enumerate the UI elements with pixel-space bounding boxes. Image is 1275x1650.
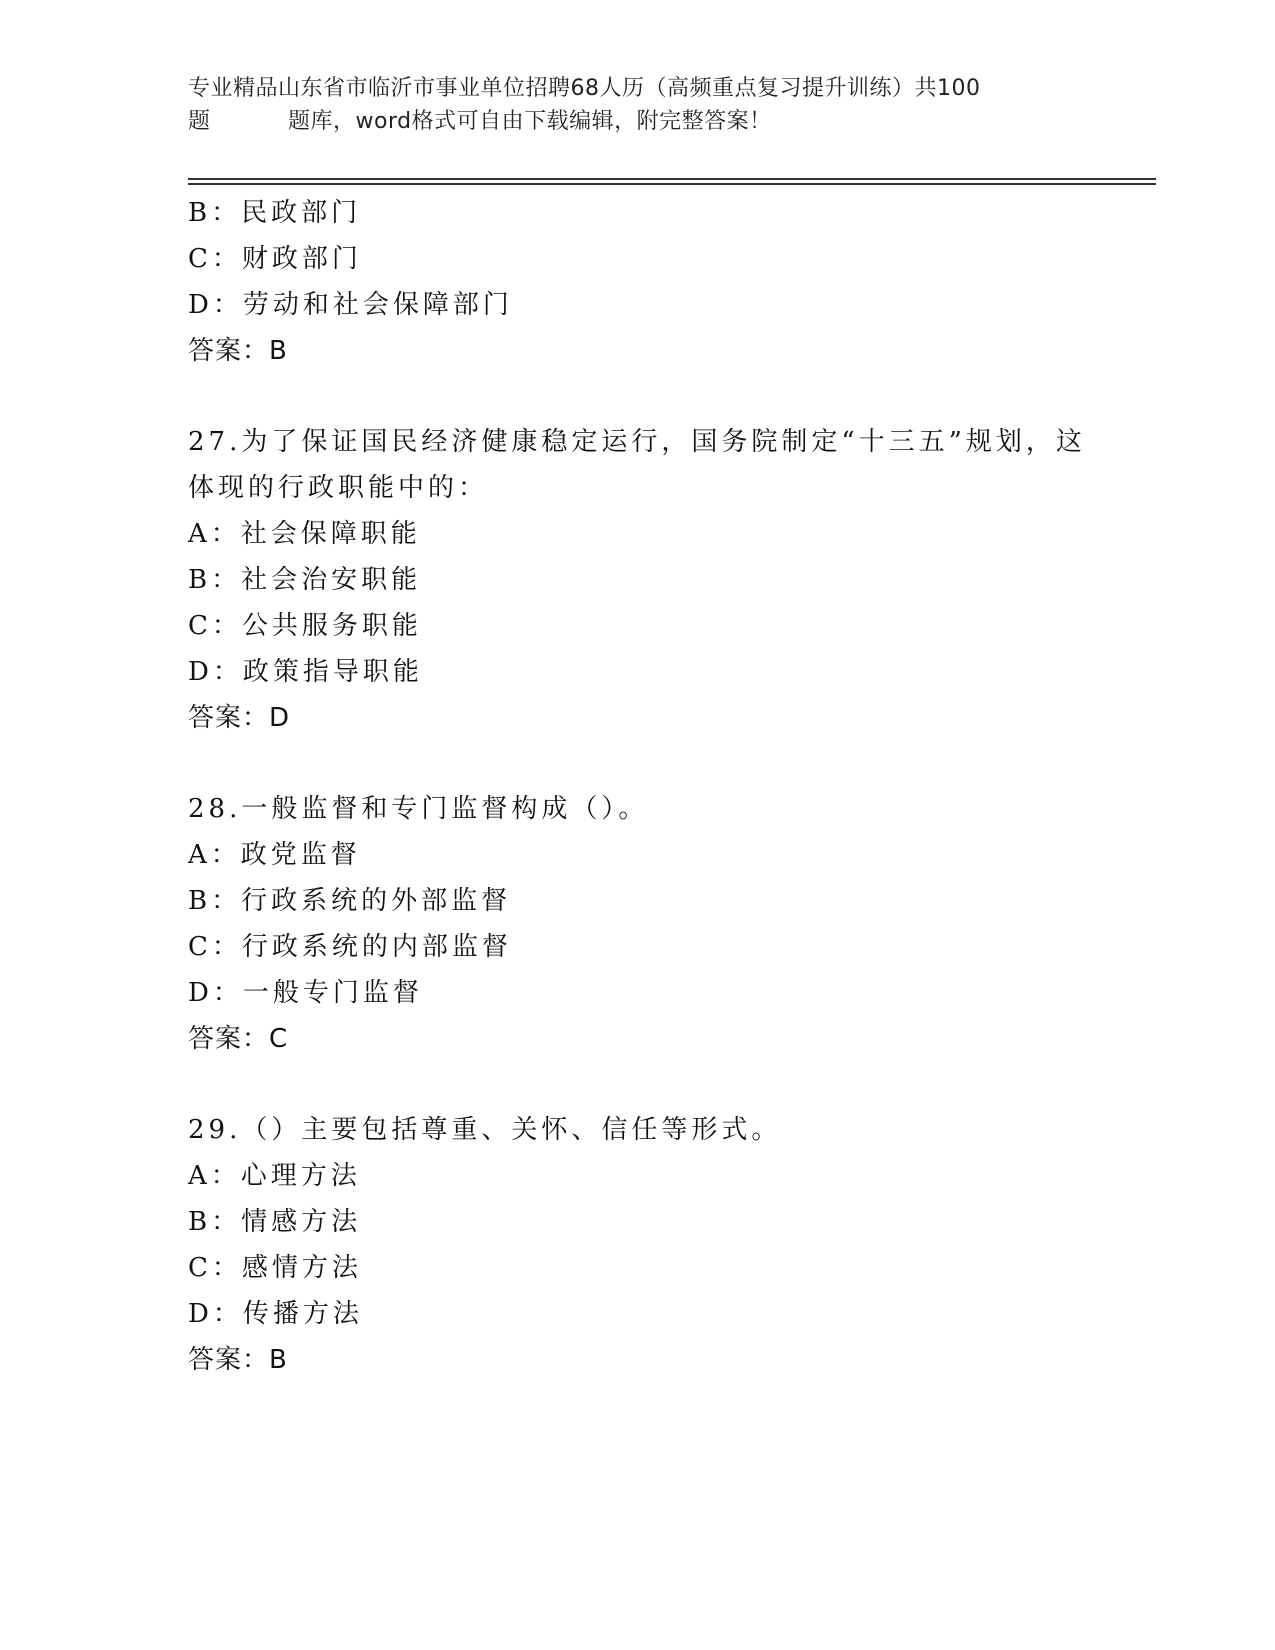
- option-c: C：公共服务职能: [188, 611, 422, 641]
- header-divider-top: [188, 178, 1156, 180]
- option-b: B：行政系统的外部监督: [188, 886, 512, 916]
- header-title-line-2: [188, 105, 1088, 138]
- option-d: D：劳动和社会保障部门: [188, 290, 513, 320]
- option-b: B：社会治安职能: [188, 565, 422, 595]
- option-c: C：行政系统的内部监督: [188, 932, 512, 962]
- header-divider-bottom: [188, 183, 1156, 185]
- answer: 答案：C: [188, 1024, 289, 1054]
- option-d: D：政策指导职能: [188, 657, 423, 687]
- spacer: [188, 741, 1088, 786]
- question-27: [188, 419, 1088, 741]
- header-title-line-2-end: 题库，word格式可自由下载编辑，附完整答案！: [288, 109, 772, 134]
- answer: 答案：B: [188, 336, 288, 366]
- option-a: A：政党监督: [188, 840, 361, 870]
- header-title-line-1: 专业精品山东省市临沂市事业单位招聘68人历（高频重点复习提升训练）共100: [188, 76, 981, 101]
- answer: 答案：B: [188, 1345, 288, 1375]
- option-b: B：情感方法: [188, 1207, 362, 1237]
- option-d: D：一般专门监督: [188, 978, 423, 1008]
- question-28: [188, 786, 1088, 1062]
- question-stem: 29.（）主要包括尊重、关怀、信任等形式。: [188, 1115, 782, 1145]
- question-29: [188, 1107, 1088, 1383]
- spacer: [188, 374, 1088, 419]
- spacer: [188, 1062, 1088, 1107]
- option-c: C：财政部门: [188, 244, 362, 274]
- option-b: B：民政部门: [188, 198, 362, 228]
- question-stem: 28.一般监督和专门监督构成（）。: [188, 794, 649, 824]
- question-26-continuation: [188, 190, 1088, 374]
- option-d: D：传播方法: [188, 1299, 363, 1329]
- option-a: A：心理方法: [188, 1161, 361, 1191]
- page-header: [188, 72, 1088, 138]
- option-a: A：社会保障职能: [188, 519, 421, 549]
- question-stem: 体现的行政职能中的：: [188, 473, 489, 503]
- header-title-line-2-start: 题: [188, 109, 211, 134]
- question-stem: 27.为了保证国民经济健康稳定运行，国务院制定“十三五”规划，这: [188, 427, 1086, 457]
- answer: 答案：D: [188, 703, 291, 733]
- question-list: [188, 190, 1088, 1383]
- option-c: C：感情方法: [188, 1253, 362, 1283]
